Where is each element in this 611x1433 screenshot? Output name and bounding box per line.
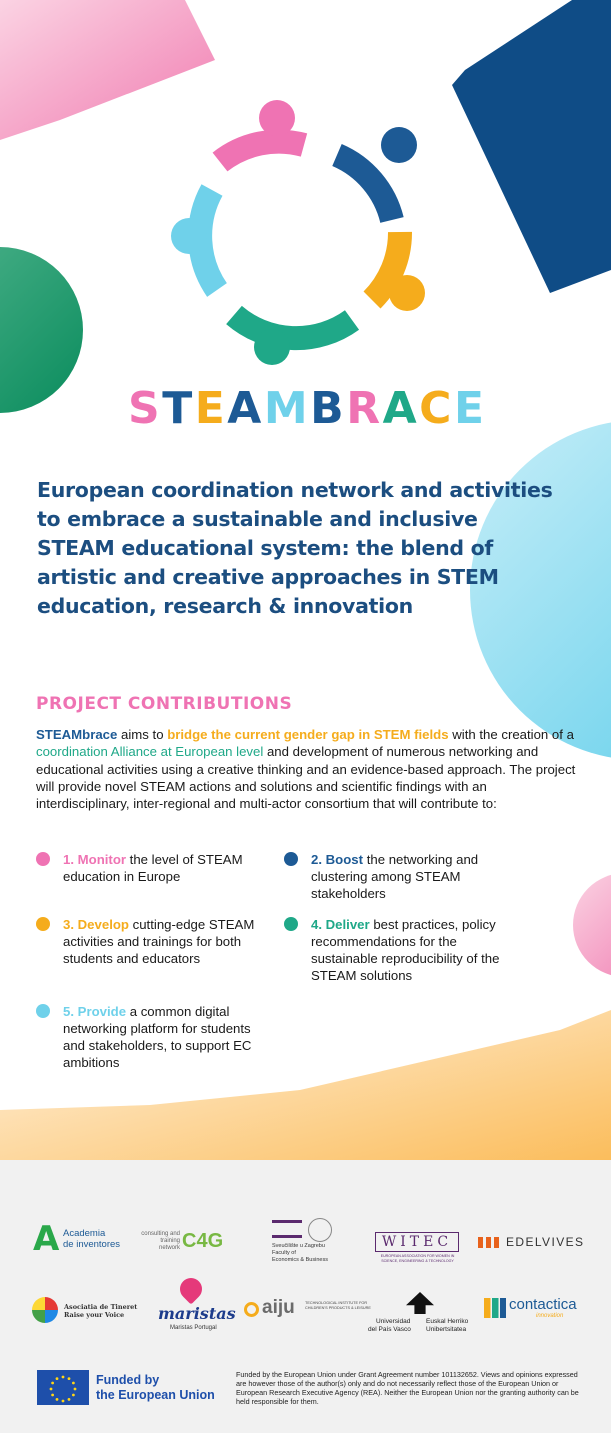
wordmark-letter: C [419, 382, 452, 434]
intro-paragraph [36, 726, 581, 812]
wordmark-letter: E [194, 382, 225, 434]
contactica-name: contactica [509, 1296, 577, 1313]
steambrace-ring-icon [171, 100, 425, 365]
zagreb-name: Sveučilište u Zagrebu [272, 1243, 325, 1249]
contribution-item [63, 851, 258, 885]
steambrace-wordmark [128, 382, 484, 434]
aiju-icon [244, 1302, 259, 1317]
bullet-dot [36, 917, 50, 931]
pink-circle [573, 873, 611, 977]
green-circle [0, 247, 83, 413]
intro-text: with the creation of a [448, 727, 574, 742]
bullet-dot [284, 852, 298, 866]
headline: European coordination network and activities to embrace a sustainable and inclusive STEAM educational system: the blend of artistic and creative approaches in STEM education, research & innovation [37, 478, 553, 618]
upv-tree-icon [406, 1292, 434, 1314]
contactica-logo [484, 1296, 589, 1324]
contribution-item [63, 1003, 253, 1071]
blue-square [452, 0, 611, 293]
item-text: the level of STEAM education in Europe [63, 852, 243, 884]
contactica-people-icon [484, 1298, 506, 1318]
item-number: 4. Deliver [311, 917, 370, 932]
zagreb-icon [272, 1220, 302, 1238]
c4g-tagline: consulting and training network [141, 1231, 180, 1251]
contribution-item [311, 916, 526, 984]
academia-name: Academia [63, 1228, 106, 1239]
edelvives-name: EDELVIVES [506, 1235, 585, 1249]
maristas-logo [158, 1278, 236, 1334]
highlight-alliance: coordination Alliance at European level [36, 744, 264, 760]
upv-name: Universidad [376, 1318, 411, 1325]
intro-text: aims to [117, 727, 168, 742]
wordmark-letter: A [227, 382, 262, 434]
maristas-name: maristas [158, 1304, 236, 1323]
item-text: the networking and clustering among STEAM stakeholders [311, 852, 479, 901]
witec-name: WITEC [375, 1232, 459, 1252]
funding-disclaimer: Funded by the European Union under Grant Agreement number 101132652. Views and opinions expressed are however those of the author(s) only and do not necessarily reflect those of the European Union or European Research Executive Agency (REA). Neither the European Union nor the granting authority can be held responsible for them. [236, 1370, 579, 1406]
contactica-tagline: innovation [536, 1313, 564, 1319]
zagreb-seal-icon [308, 1218, 332, 1242]
tineret-name: Raise your Voice [64, 1311, 125, 1319]
section-title: PROJECT CONTRIBUTIONS [36, 694, 293, 714]
c4g-name: C4G [182, 1230, 224, 1252]
wordmark-letter: T [162, 382, 193, 434]
eu-flag-icon [37, 1370, 89, 1405]
wordmark-letter: A [382, 382, 417, 434]
wordmark-letter: B [310, 382, 344, 434]
brand-name: STEAMbrace [36, 727, 118, 742]
tineret-figure-icon [32, 1297, 58, 1323]
tineret-logo [32, 1297, 138, 1327]
bullet-dot [36, 1004, 50, 1018]
academia-name: de inventores [63, 1239, 121, 1250]
wordmark-letter: R [346, 382, 381, 434]
maristas-tagline: Maristas Portugal [170, 1325, 217, 1331]
item-number: 5. Provide [63, 1004, 127, 1019]
witec-tagline: EUROPEAN ASSOCIATION FOR WOMEN IN SCIENCE, ENGINEERING & TECHNOLOGY [380, 1254, 455, 1263]
funded-by-label [96, 1373, 215, 1403]
item-number: 2. Boost [311, 852, 364, 867]
zagreb-name: Economics & Business [272, 1257, 328, 1263]
upv-name: Euskal Herriko [426, 1318, 469, 1325]
wordmark-letter: S [128, 382, 160, 434]
highlight-gender-gap: bridge the current gender gap in STEM fields [167, 727, 449, 742]
zagreb-name: Faculty of [272, 1250, 296, 1256]
item-text: cutting-edge STEAM activities and trainings for both students and educators [63, 917, 255, 966]
wordmark-letter: M [263, 382, 308, 434]
item-number: 3. Develop [63, 917, 129, 932]
maristas-heart-icon [175, 1273, 206, 1304]
edelvives-icon [478, 1237, 500, 1248]
bullet-dot [36, 852, 50, 866]
edelvives-logo [478, 1235, 588, 1251]
c4g-logo [138, 1230, 238, 1256]
funded-by-line: Funded by [96, 1373, 160, 1387]
upv-name: del País Vasco [368, 1326, 411, 1333]
aiju-tagline: TECHNOLOGICAL INSTITUTE FOR CHILDREN'S PRODUCTS & LEISURE [305, 1301, 371, 1310]
academia-logo [33, 1219, 128, 1259]
pink-shape [0, 0, 215, 140]
wordmark-letter: E [453, 382, 484, 434]
aiju-logo [244, 1299, 369, 1321]
item-text: a common digital networking platform for students and stakeholders, to support EC ambitions [63, 1004, 252, 1070]
contribution-item [311, 851, 501, 902]
intro-text: and development of numerous networking and educational activities using a creative thinking and an evidence-based approach. The project will provide novel STEAM actions and solutions and scientific findings with an interdisciplinary, inter-regional and multi-actor consortium that will contribute to: [36, 744, 576, 812]
bullet-dot [284, 917, 298, 931]
witec-logo [375, 1232, 460, 1266]
contribution-item [63, 916, 268, 967]
zagreb-logo [272, 1220, 342, 1268]
upv-logo [366, 1290, 476, 1338]
aiju-name: aiju [262, 1297, 295, 1318]
funded-by-line: the European Union [96, 1388, 215, 1402]
academia-a-icon: A [33, 1219, 60, 1259]
item-number: 1. Monitor [63, 852, 127, 867]
tineret-name: Asociatia de Tineret [64, 1303, 138, 1311]
upv-name: Unibertsitatea [426, 1326, 467, 1333]
item-text: best practices, policy recommendations for the sustainable reproducibility of the STEAM solutions [311, 917, 500, 983]
